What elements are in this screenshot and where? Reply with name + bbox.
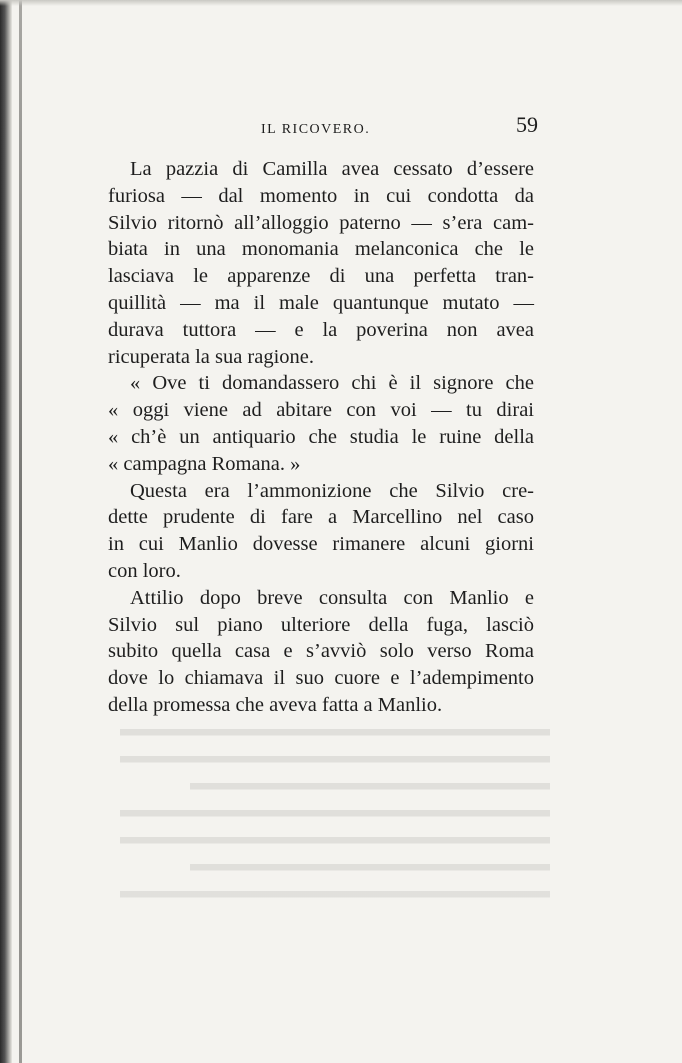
text-line: Silvio sul piano ulteriore della fuga, lasciò (108, 613, 534, 636)
paragraph-quote (108, 370, 534, 477)
page-binding-edge (0, 0, 12, 1063)
body-text (108, 156, 534, 719)
text-line: in cui Manlio dovesse rimanere alcuni giorni (108, 533, 534, 556)
text-line: « Ove ti domandassero chi è il signore che (130, 372, 534, 395)
show-through-line (120, 718, 550, 745)
text-line: Questa era l’ammonizione che Silvio cre- (130, 479, 534, 502)
paragraph (108, 585, 534, 719)
text-line: ricuperata la sua ragione. (108, 345, 315, 368)
show-through-texture (110, 718, 550, 907)
show-through-line (120, 880, 550, 907)
text-line: subito quella casa e s’avviò solo verso Roma (108, 640, 534, 663)
show-through-line (190, 772, 550, 799)
text-line: Attilio dopo breve consulta con Manlio e (130, 586, 534, 609)
show-through-line (190, 853, 550, 880)
text-line: biata in una monomania melanconica che le (108, 238, 534, 261)
text-line: dette prudente di fare a Marcellino nel caso (108, 506, 534, 529)
show-through-line (120, 745, 550, 772)
text-line: quillità — ma il male quantunque mutato — (108, 291, 534, 314)
text-line: durava tuttora — e la poverina non avea (108, 318, 534, 341)
text-line: Silvio ritornò all’alloggio paterno — s’era cam- (108, 211, 534, 234)
show-through-line (120, 826, 550, 853)
text-line: furiosa — dal momento in cui condotta da (108, 184, 534, 207)
text-line: della promessa che aveva fatta a Manlio. (108, 693, 443, 716)
page-number: 59 (516, 112, 538, 137)
text-line: dove lo chiamava il suo cuore e l’adempimento (108, 667, 534, 690)
text-line: « campagna Romana. » (108, 452, 301, 475)
page-top-shadow (0, 0, 682, 6)
running-title: IL RICOVERO. (261, 122, 371, 137)
text-line: « ch’è un antiquario che studia le ruine della (108, 425, 534, 448)
page-header (108, 112, 540, 142)
text-line: « oggi viene ad abitare con voi — tu dirai (108, 399, 534, 422)
paragraph (108, 478, 534, 585)
text-line: con loro. (108, 559, 181, 582)
text-line: La pazzia di Camilla avea cessato d’essere (130, 158, 534, 180)
page-gutter-line (19, 0, 22, 1063)
paragraph (108, 156, 534, 370)
show-through-line (120, 799, 550, 826)
text-line: lasciava le apparenze di una perfetta tran- (108, 265, 534, 288)
